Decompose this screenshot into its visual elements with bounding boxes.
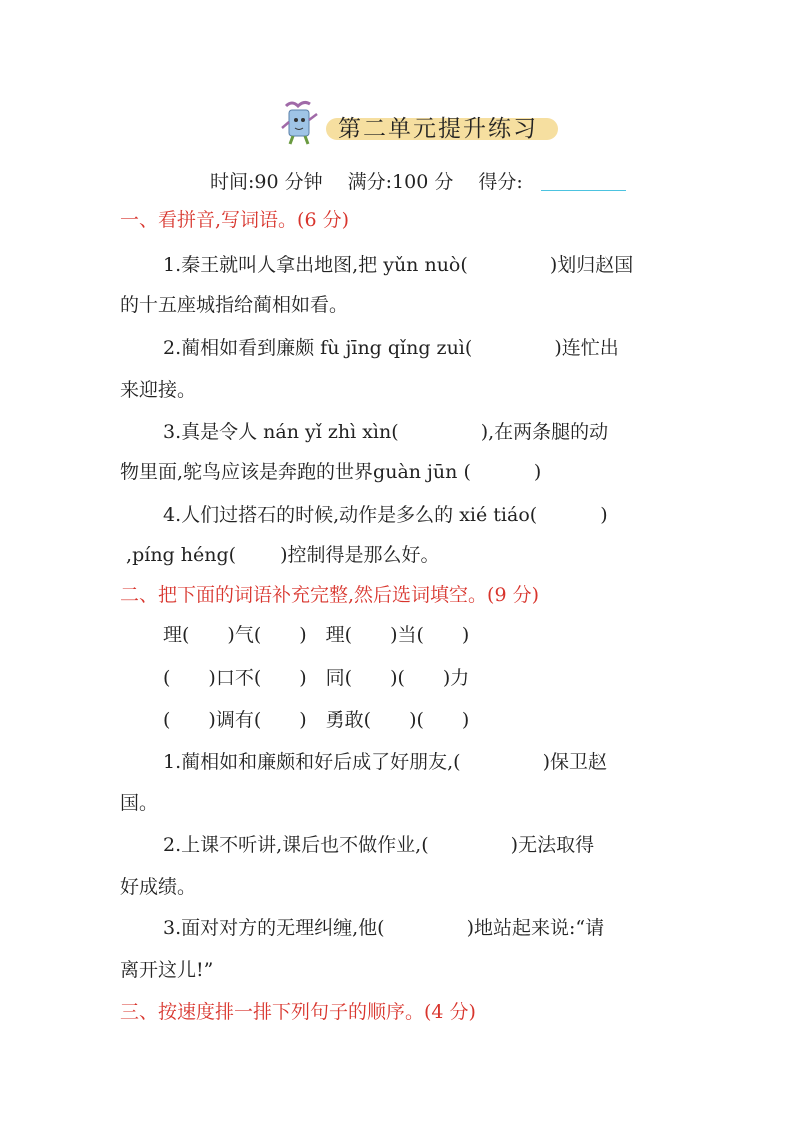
- word-line: ( )口不( ) 同( )( )力: [163, 667, 470, 689]
- word-line: ( )调有( ) 勇敢( )( ): [163, 709, 470, 731]
- question-line: 4.人们过搭石的时候,动作是多么的 xié tiáo( ): [163, 504, 608, 526]
- book-mascot-icon: [278, 100, 320, 148]
- question-line: 2.蔺相如看到廉颇 fù jīng qǐng zuì( )连忙出: [163, 337, 619, 359]
- question-line: 国。: [120, 792, 159, 814]
- question-line: ,píng héng( )控制得是那么好。: [120, 544, 440, 566]
- question-line: 离开这儿!”: [120, 959, 214, 981]
- section-heading: 一、看拼音,写词语。(6 分): [120, 209, 349, 231]
- word-line: 理( )气( ) 理( )当( ): [163, 624, 470, 646]
- question-line: 来迎接。: [120, 379, 197, 401]
- question-line: 1.蔺相如和廉颇和好后成了好朋友,( )保卫赵: [163, 751, 608, 773]
- section-heading: 二、把下面的词语补充完整,然后选词填空。(9 分): [120, 584, 539, 606]
- question-line: 好成绩。: [120, 876, 197, 898]
- question-line: 3.真是令人 nán yǐ zhì xìn( ),在两条腿的动: [163, 421, 609, 443]
- question-line: 3.面对对方的无理纠缠,他( )地站起来说:“请: [163, 917, 605, 939]
- question-line: 物里面,鸵鸟应该是奔跑的世界guàn jūn ( ): [120, 461, 542, 483]
- score-blank[interactable]: [541, 190, 626, 191]
- question-line: 的十五座城指给蔺相如看。: [120, 294, 349, 316]
- question-line: 1.秦王就叫人拿出地图,把 yǔn nuò( )划归赵国: [163, 254, 634, 276]
- page-title: 第二单元提升练习: [338, 116, 538, 142]
- section-heading: 三、按速度排一排下列句子的顺序。(4 分): [120, 1001, 476, 1023]
- question-line: 2.上课不听讲,课后也不做作业,( )无法取得: [163, 834, 595, 856]
- exam-info: 时间:90 分钟 满分:100 分 得分:: [210, 171, 523, 193]
